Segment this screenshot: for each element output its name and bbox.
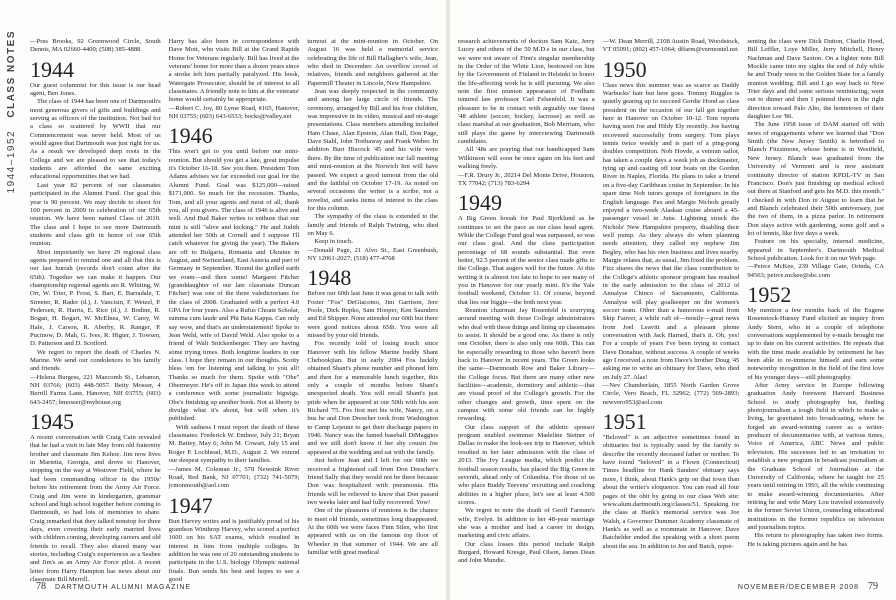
address: —James M. Coleman Jr., 578 Newsink River Road, Red Bank, NJ 07701; (732) 741-5079; jcmonmouth@aol.com	[168, 465, 300, 490]
address: —Pres Brooks, 92 Greenwood Circle, South Dennis, MA 02660-4400; (508) 385-4888	[30, 38, 161, 54]
paragraph: Keep in touch.	[314, 238, 353, 246]
paragraph: Harry has also been in correspondence with Dave Mott, who visits Bill at the Grand Rapids Home for Veterans regularly. Bill has lived at the veterans' home for more than a dozen years since a stroke left him partially paralyzed. His book, Watergate Prosecutor, should be of interest to all classmates. A friendly note to him at the veterans' home would certainly be appropriate.	[168, 38, 300, 104]
paragraph: senting the class were Dick Dutton, Charlie Hood, Bill Leffler, Loye Miller, Jerry Mitchell, Henry Nachman and Dave Saxton. On a lighter note Bill Mockle came into my sights the end of July while he and Trudy were in the Golden State for a family reunion wedding. Bill and I go way back to New Trier days and did some serious reminiscing, went out to dinner and then I pointed them in the right direction toward Palo Alto, the hometown of their daughter Lee '86.	[747, 38, 885, 121]
paragraph: With sadness I must report the death of these classmates: Frederick W. Embree, July 21; Bryan M. Battey, May 6; John M. Cowart, July 15 and Roger P. Lochhead, M.D., August 2. We extend our deepest sympathy to their families.	[168, 423, 300, 465]
paragraph: Most importantly we have 29 regional class agents prepared to remind one and all that this is our last hurrah (records don't count after the 65th). Together we can make it happen. Our championship regional agents are R. Whiting, W. Orr, W. Trier, P. Frost, S. Barr, E. Barradale, T. Streeter, R. Rader (d.), J. Vancisin, F. Wetzel, P. Pedersen, R. Harris, E. Rice (d.), J. Bodine, R. Bogan, H. Bogart, W. McElnea, W. Carey, W. Hale, J. Carson, R. Aberby, R. Ranger, P. Pucinow, D. Mah, G. Ives, R. Higier, J. Towsen, D. Patterson and D. Scotford.	[30, 248, 161, 348]
class-year-heading: 1950	[602, 56, 647, 82]
paragraph: Before our 60th last June it was great to talk with Foster "Fos" DeGiacomo, Jim Garrison, Jere Poole, Dick Repko, Sam Hooper, Ken Saunders and Ed Shipper. None attended our 60th but there were good notices about 65th. You were all missed by your old friends.	[307, 290, 439, 339]
page-number: 78	[36, 581, 46, 592]
address: —Robert C. Joy, 80 Lyme Road, #165, Hanover, NH 03755; (603) 643-6533; bocks@valley.net	[168, 104, 300, 121]
paragraph: The sympathy of the class is extended to the family and friends of Ralph Twining, who died on May 6.	[307, 213, 439, 237]
address: —Peirce McKee, 239 Village Gate, Orinda, CA 94563; peirce.mckee@sbc.com	[747, 263, 885, 279]
left-columns	[30, 38, 439, 583]
class-year-heading: 1948	[307, 265, 352, 291]
class-year-heading: 1949	[458, 190, 502, 216]
paragraph: Our guest columnist for this issue is our head agent, Ben Jones.	[30, 81, 161, 98]
address: —Nev Chamberlain, 1855 North Garden Grove Circle, Vero Beach, FL 32962; (772) 569-2893; newvero953@aol.com	[602, 382, 740, 406]
paragraph: After Army service in Europe following graduation Andy forewent Harvard Business School to study photography but, finding photojournalism a tough field in which to make a living, he gravitated into broadcasting, where he forged an award-winning career as a writer-producer of documentaries with, at various times, Voice of America, ABC News and public television. His successes led to an invitation to establish a new program in broadcast journalism at the Graduate School of Journalism at the University of California, where he taught for 25 years until retiring in 1993, all the while continuing to make award-winning documentaries. After retiring he and wife Mary Lou traveled extensively in the former Soviet Union, counseling educational institutions in the former republics on television and journalism topics.	[747, 382, 885, 531]
right-page	[450, 0, 896, 600]
class-year-heading: 1944	[30, 56, 74, 82]
right-footer	[738, 581, 884, 592]
paragraph: Jean was deeply respected in the community and among her large circle of friends. The ceremony, arranged by Bill and his four children, was impressive in its video, musical and on-stage presentations. Class members attending included Ham Chase, Alan Epstein, Alan Hall, Don Page, Dave Stahl, John Trethaway and Frank Weber. In addition Burt Hiscock '45 and his wife were there. By the time of publication our fall meeting and mini-reunion at the Norwich Inn will have passed. We expect a good turnout from the old and the faithful on October 17-19. As noted on several occasions the writer is a scribe, not a novelist, and seeks items of interest to the class for this column.	[307, 88, 439, 212]
right-col-1	[458, 38, 595, 574]
class-year-heading: 1947	[168, 492, 213, 518]
left-col-3	[307, 38, 438, 574]
paragraph: My mention a few months back of the Eugene Rosenstock-Huessy Fund elicited an inquiry from Andy Stern, who in a couple of telephone conversations supplemented by e-mails brought me up to date on his current activities. He repeats that with the time made available by retirement he has been able to re-immerse himself and earn some noteworthy recognition in the field of the first love of his younger days—still photography.	[747, 306, 885, 381]
address: —Helena Burgess, 221 Maecomb St., Lebanon, NH 03766; (603) 448-5057. Betty Mosser, 4 Berrill Farms Lane, Hanover, NH 03755; (603) 643-2457; bmosser@myhouse.org	[30, 373, 161, 406]
paragraph: A recent conversation with Craig Cain revealed that he had a visit in late May from old fraternity brother and classmate Jim Kehoe. Jim now lives in Marietta, Georgia, and drove to Hanover, stopping on the way at Westover Field, where he had been commanding officer in the 1950s' before his retirement from the Army Air Force. Craig and Jim were in kindergarten, grammar school and high school together before coming to Dartmouth, so had lots of memories to share. Craig remarked that they talked nonstop for three days, even covering their early married lives with children coming, developing careers and old friends to recall. They also shared many war stories, including Craig's experiences as a Seabee and Jim's as an Army Air Force pilot. A recent letter from Harry Hampton has news about our classmate Bill Merrill.	[30, 434, 161, 583]
class-year-heading: 1946	[168, 123, 213, 149]
side-label	[4, 30, 18, 350]
side-label-years: 1944–1952	[5, 129, 17, 194]
address: —F.R. Drury Jr., 20214 Del Monte Drive, Houston, TX 77042; (713) 783-6294	[458, 171, 595, 187]
paragraph: Reunion chairman Jay Rosenfeld is scurrying around meeting with those College administrators who deal with these things and lining up classmates to assist. It should be a good one. As there is only one October, there is also only one 60th. This can be especially rewarding to those who haven't been back to Hanover in recent years. The Green looks the same—Dartmouth Row and Baker Library—the College focus. But there are many other new facilities—academic, dormitory and athletic—that are visual proof of the College's growth. For the other changes and growth, time spent on the campus with some old friends can be highly rewarding.	[458, 306, 595, 423]
address: —W. Dean Merrill, 2108 Austin Road, Woodstock, VT 05091; (802) 457-1064; dffarm@vermontel.net	[602, 38, 740, 54]
paragraph: Feature on his specialty, internal medicine, appeared in September's Dartmouth Medical School publication. Look for it on our Web page.	[747, 238, 885, 262]
paragraph: The class of 1944 has been one of Dartmouth's most generous givers of gifts and buildings and serving as officers of the institution. Not bad for a class so scattered by WWII that our Commencement was never held. Most of us would agree that Dartmouth was just right for us. As a result we developed deep roots in the College and we are pleased to see that today's students are afforded the same exciting educational opportunities that we had.	[30, 98, 161, 181]
paragraph: We regret to report the death of Charles N. Marine. We send our condolences to his family and friends.	[30, 348, 161, 373]
address: —Donald Page, 21 Alvo St., East Greenbush, NY 12061-2027; (518) 477-4768	[307, 246, 439, 262]
left-page	[0, 0, 446, 600]
left-col-2	[168, 38, 300, 583]
paragraph: Our class support of the athletic sponsor program enabled swimmer Madeline Steiner of Dallas to make the look-see trip to Hanover, which resulted in her later admission with the class of 2013. The Ivy League media, which predict the football season results, has placed the Big Green in seventh, ahead only of Columbia. For those of us who place Buddy Teevens' recruiting and coaching abilities in a higher place, let's see at least 4.500 scores.	[458, 423, 595, 506]
magazine-name: DARTMOUTH ALUMNI MAGAZINE	[54, 584, 192, 591]
paragraph: Last year 82 percent of our classmates participated in the Alumni Fund. Our goal this year is 90 percent. We may decide to shoot for 100 percent in 2009 in celebration of our 65th reunion. We have been named Class of 2010. The class and I hope to see more Dartmouth students and class gift in honor of our 65th reunion.	[30, 181, 161, 248]
paragraph: All '48s are praying that our handicapped Sam Wilkinson will soon be once again on his feet and walking freely.	[458, 146, 595, 171]
paragraph: turnout at the mini-reunion in October. On August 16 was held a memorial service celebrating the life of Bill Hallagher's wife, Jean, who died in December. An overflow crowd of relatives, friends and neighbors gathered at the Papermill Theater in Lincoln, New Hampshire.	[307, 38, 439, 87]
paragraph: Fos recently told of losing touch since Hanover with his fellow Marine buddy Shant Chebookjian. But in early 2004 Fos luckily obtained Shant's phone number and phoned him and then for a memorable lunch together, this only a couple of months before Shant's unexpected death. You will recall Shant's just pride when he appeared at our 50th with his son Richard '75. Fos first met his wife, Nancy, on a bus he and Don Drescher took from Washington to Camp Lejeune to get their discharge papers in 1946. Nancy was the famed baseball DiMaggios and we still don't know if her shy cousin Joe appeared at the wedding and sat with the family.	[307, 340, 439, 456]
class-year-heading: 1952	[747, 281, 792, 307]
issue-date: NOVEMBER/DECEMBER 2008	[737, 584, 860, 591]
left-footer	[30, 581, 191, 592]
class-year-heading: 1951	[602, 409, 647, 435]
paragraph: research achievements of doctors Sam Katz, Jerry Lucey and others of the 50 M.D.s in our class, but we were not aware of Finn's singular membership in the Order of the White Lion, bestowed on him by the Government of Finland in Helsinki to honor the life-affecting work he is still pursuing. We also note the first reunion appearance of Fordham tenured law professor Carl Felsenfeld. It was a pleasure to be in contact with arguably our finest '48 athlete (soccer, hockey, lacrosse) as well as class marshal at our graduation, Bob Merriam, who still plays the game by interviewing Dartmouth candidates.	[458, 38, 595, 146]
left-col-1	[30, 38, 161, 583]
right-columns	[458, 38, 884, 574]
paragraph: A Big Green hooah for Paul Bjorklund as he continues to set the pace as our class head agent. While the College Fund goal was surpassed, so was our class goal. And the class participation percentage of 68 sounds substantial. But even better, 92.5 percent of the senior class made gifts to the College. That augers well for the future. At this writing it is almost too late to hope to see many of you in Hanover for our yearly mini. It's the Yale football weekend, October 11. Of course, beyond that lies our biggie—the both next year.	[458, 215, 595, 306]
paragraph: Class news this summer was as scarce as Daddy Warbucks' hair but here goes. Tommy Ruggles is quietly gearing up to succeed Gordie Hood as class president on the occasion of our fall get together here in Hanover on October 10-12. Tom reports having seen Joe and Hildy Ely recently. Joe having recovered successfully from surgery. Tom plays tennis twice weekly and is part of a ping-pong doubles competition. Nob Hovde, a veteran sailor, has taken a couple days a week job as dockmaster, tying up and casting off tour boats on the Gordon River in Naples, Florida. He plans to take a friend on a five-day Caribbean cruise in September. In his spare time Nob tutors groups of foreigners in the English language. Pax and Margie Nichols greatly enjoyed a two-week Alaskan cruise aboard a 45-passenger vessel in June. Lightning struck the Nichols' New Hampshire property, disabling their well pump. As they always do when planning needs attention, they called my nephew Jim Begley, who has his own business and lives nearby. Margie relates that, as usual, Jim fixed the problem. Fizz shares the news that the class contribution to the College's athletic sponsor program has resulted in the early admission to the class of 2012 of Annalyse Chinco of Sacramento, California. Annalyse will play goalkeeper on the women's soccer team. Other than a humorous e-mail from Skip Fauver, a while raft of—mostly—great news from Joel Leavitt and a pleasant phone conversation with Jack Harned, that's it. Oh, yes! For a couple of years I've been trying to contact Dave Donahue, without success. A couple of weeks ago I received a note from Dave's brother Doug '45 asking me to write an obituary for Dave, who died on July 27. Alas!	[602, 81, 740, 381]
paragraph: One of the pleasures of reunions is the chance to meet old friends, sometimes long disappeared. At the 60th we were faces Finn Silen, who first appeared with us on the famous top floor of Wheeler in that summer of 1944. We are all familiar with great medical	[307, 507, 439, 556]
paragraph: Our class losses this period include Ralph Burgard, Howard Kresge, Paul Olson, James Dean and John Mundie.	[458, 540, 595, 565]
right-col-3	[747, 38, 884, 574]
class-year-heading: 1945	[30, 409, 74, 435]
paragraph: His return to photography has taken two forms. He is taking pictures again and he has	[747, 532, 885, 548]
paragraph: The June 1958 issue of DAM started off with news of engagements where we learned that "Don Smith (the New Jersey Smith) is betrothed to Blanch Fitzsimons, whose home is in Westfield, New Jersey. Blanch was graduated from the University of Vermont and is now assistant continuity director of station KPDL-TV in San Francisco. Don's just finishing up medical school out there at Stanford and gets his M.D. this month." I checked in with Don in August to learn that he and Blanch celebrated their 50th anniversary, just the two of them, in a pizza parlor. In retirement Don stays active with gardening, some golf and a lot of tennis, like five days a week.	[747, 121, 885, 237]
paragraph: This won't get to you until before our mini-reunion. But should you get a late, great impulse it's October 16-18. See you then. President Tom Adams advises we far exceeded our goal for the Alumni Fund. Goal was $125,000—raised $171,000. So much for the recession. Thanks, Tom, and all your agents and most of all, thank you, all you givers. The class of 1946 is alive and well. And Bud Baker writes to enthuse that our mini is still "alive and kicking." He and Judith attended her 50th at Cornell and I suppose I'll catch whatever for giving the year). The Bakers are off to Bulgaria, Romania and Ukraine in August, and Switzerland, East Austria and part of Germany in September. 'Round the girdled earth we roam—and then some! Margaret Fitcher (granddaughter of our late classmate Duncan Fitcher) was one of the three valedictorians for the class of 2008. Graduated with a perfect 4.0 GPA for four years. Also a Rufus Choate Scholar, summa cum laude and Phi Beta Kappa. Can only say wow, and that's an understatement! Spoke to Jean Weld, wife of David Weld. Also spoke to a friend of Walt Snickenberger. They are having some trying times. Both longtime leaders in our class. I hope they remain in our thoughts. Scotty bless 'em for listening and talking to you all! Thanks so much for them. Spoke with "Obe" Obermeyer. He's off to Japan this week to attend a conference with some journalistic bigwigs. Obe's finishing up another book. Not at liberty to divulge what it's about, but will when it's published.	[168, 148, 300, 423]
paragraph: We regret to note the death of Geoff Farnum's wife, Evelyn. In addition to her 48-year marriage she was a mother and had a career in design, marketing and civic affairs.	[458, 507, 595, 540]
paragraph: Just before Jean and I left for our 60th we received a frightened call from Don Drescher's friend Sally that they would not be there because Don was hospitalized with pneumonia. His friends will be relieved to know that Don passed two weeks later and had fully recovered. Yow!	[307, 457, 439, 506]
paragraph: "Beloved" is an adjective sometimes found in obituaries but is typically used by the family to describe the recently deceased father or mother. To have found "beloved" in a Flown (Connecticut) Times headline for Hank Sanders' obituary says more, I think, about Hank's grip on that town than about the writer's eloquence. You can read all four pages of the obit by going to our class Web site: www.alum.dartmouth.org/classes/51. Speaking for the class at Hank's memorial service was Joe Walsh, a Governor Dummer Academy classmate of Hank's as well as a roommate in Hanover. Dave Batchelder ended the speaking with a short poem about the sea. In addition to Joe and Batch, repre-	[602, 434, 740, 550]
side-label-text: CLASS NOTES	[5, 30, 17, 118]
right-col-2	[603, 38, 740, 574]
page-number: 79	[868, 581, 878, 592]
paragraph: Bun Harvey writes and is justifiably proud of his grandson Winthrop Harvey, who scored a perfect 1600 on his SAT exams, which resulted in interest in him from multiple colleges. In addition he was one of 20 outstanding students to participate in the U.S. biology Olympic national finals. Bun sends his best and hopes to see a good	[168, 517, 300, 583]
